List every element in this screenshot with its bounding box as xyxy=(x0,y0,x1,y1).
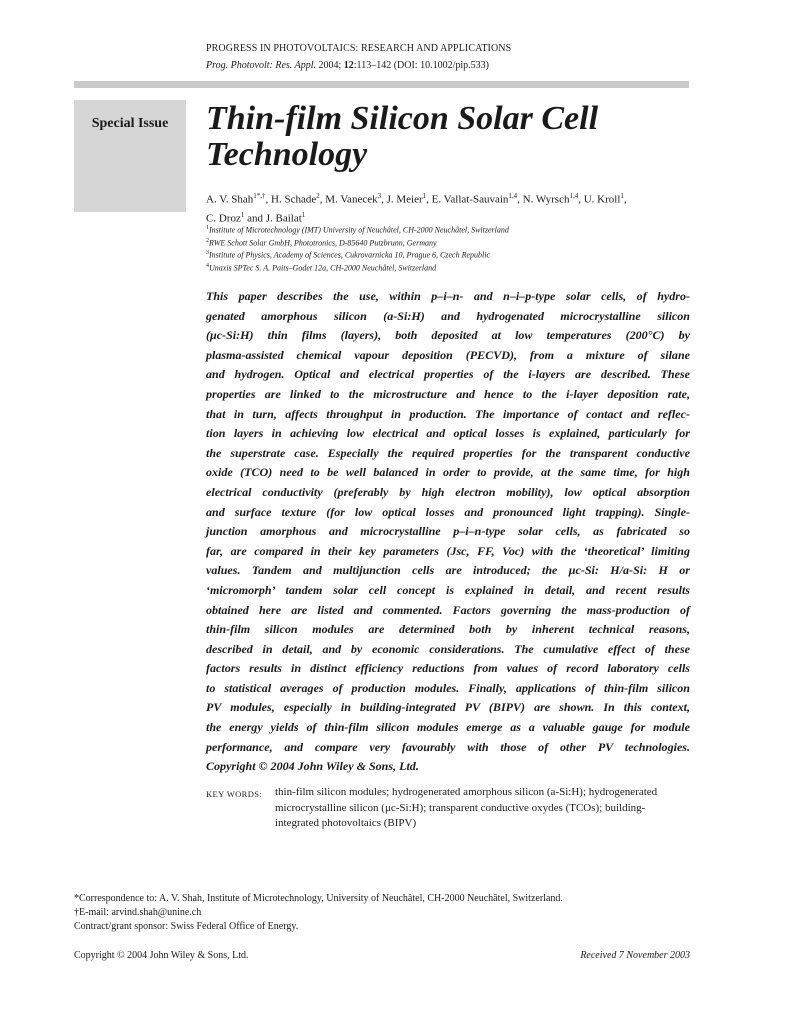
abstract-line: and hydrogen. Optical and electrical properties of the i-layers are described. These xyxy=(206,367,690,382)
author-affiliation-mark: 1 xyxy=(620,192,624,200)
author-name: J. Meier xyxy=(386,193,423,206)
affiliation-item xyxy=(206,236,690,249)
footer-received: Received 7 November 2003 xyxy=(580,950,690,961)
author-affiliation-mark: 1 xyxy=(422,192,427,200)
keywords-label: KEY WORDS: xyxy=(206,789,263,799)
abstract-line: far, are compared in their key parameters (Jsc, FF, Voc) with the ‘theoretical’ limiting xyxy=(206,543,690,558)
abstract-line: that in turn, affects throughput in production. The importance of contact and reflec- xyxy=(206,406,690,421)
affiliation-text: Institute of Physics, Academy of Sciences, Cukrovarnicka 10, Prague 6, Czech Republic xyxy=(209,250,491,260)
footer-copyright: Copyright © 2004 John Wiley & Sons, Ltd. xyxy=(74,950,249,961)
abstract-line: junction amorphous and microcrystalline p–i–n-type solar cells, as fabricated so xyxy=(206,524,690,539)
abstract-line: oxide (TCO) need to be well balanced in order to provide, at the same time, for high xyxy=(206,465,690,480)
abstract-line: PV modules, especially in building-integrated PV (BIPV) are shown. In this context, xyxy=(206,700,690,715)
citation-journal: Prog. Photovolt: Res. Appl. xyxy=(206,60,316,71)
author-affiliation-mark: 1 xyxy=(301,211,306,220)
abstract-line: the energy yields of thin-film silicon modules emerge as a valuable gauge for module xyxy=(206,720,690,735)
abstract-line: and surface texture (for low optical losses and pronounced light trapping). Single- xyxy=(206,504,690,519)
special-issue-label: Special Issue xyxy=(91,116,169,131)
author-affiliation-mark: 1*,† xyxy=(253,192,266,200)
correspondence-note: *Correspondence to: A. V. Shah, Institute of Microtechnology, University of Neuchâtel, CH-2000 Neuchâtel, Switzerland. xyxy=(74,893,563,904)
abstract-line: genated amorphous silicon (a-Si:H) and hydrogenated microcrystalline silicon xyxy=(206,308,690,323)
affiliation-number: 4 xyxy=(206,262,209,269)
author-name: M. Vanecek xyxy=(325,193,378,206)
abstract-line: values. Tandem and multijunction cells are introduced; the μc-Si: H/a-Si: H or xyxy=(206,563,690,578)
author-separator: , xyxy=(623,193,627,206)
sponsor-note: Contract/grant sponsor: Swiss Federal Office of Energy. xyxy=(74,921,299,932)
author-name: U. Kroll xyxy=(583,193,621,206)
author-separator: and xyxy=(244,212,266,225)
author-affiliation-mark: 2 xyxy=(316,192,320,200)
abstract-line: Copyright © 2004 John Wiley & Sons, Ltd. xyxy=(206,759,419,774)
paper-title xyxy=(206,101,676,173)
abstract-line: electrical conductivity (preferably by high electron mobility), low optical absorption xyxy=(206,484,690,499)
author-name: C. Droz xyxy=(206,212,241,225)
author-separator: , xyxy=(426,193,432,206)
affiliation-text: Unaxis SPTec S. A. Paits–Godet 12a, CH-2000 Neuchâtel, Switzerland xyxy=(209,263,437,273)
author-separator: , xyxy=(381,193,387,206)
abstract-line: described in detail, and by economic considerations. The cumulative effect of these xyxy=(206,641,690,656)
author-affiliation-mark: 3 xyxy=(377,192,382,200)
abstract-line: properties are linked to the microstructure and hence to the i-layer deposition rate, xyxy=(206,386,690,401)
author-list xyxy=(206,189,690,227)
affiliation-list xyxy=(206,223,690,274)
abstract-line: This paper describes the use, within p–i–n- and n–i–p-type solar cells, of hydro- xyxy=(206,289,690,303)
author-name: J. Bailat xyxy=(265,212,302,225)
abstract-line: the superstrate case. Especially the required properties for the transparent conductive xyxy=(206,445,690,460)
abstract-line: thin-film silicon modules are determined both by inherent technical reasons, xyxy=(206,622,690,637)
special-issue-box xyxy=(74,100,186,212)
header-rule xyxy=(74,81,689,88)
title-line-2: Technology xyxy=(206,136,368,173)
abstract-line: performance, and compare very favourably with those of other PV technologies. xyxy=(206,739,690,754)
author-name: N. Wyrsch xyxy=(522,193,570,206)
affiliation-number: 2 xyxy=(206,237,209,244)
author-affiliation-mark: 1,4 xyxy=(508,192,518,200)
citation-volume: 12 xyxy=(343,60,354,71)
abstract-line: tion layers in achieving low electrical and optical losses is explained, particularly for xyxy=(206,426,690,441)
abstract-line: obtained here are listed and commented. Factors governing the mass-production of xyxy=(206,602,690,617)
citation-pages: :113–142 (DOI: 10.1002/pip.533) xyxy=(353,60,489,71)
author-name: E. Vallat-Sauvain xyxy=(431,193,509,206)
keywords-text: thin-film silicon modules; hydrogenerated amorphous silicon (a-Si:H); hydrogenerated microcrystalline silicon (μc-Si:H); transparent conductive oxydes (TCOs); building-integrated photovoltaics (BIPV) xyxy=(275,786,658,829)
abstract-line: plasma-assisted chemical vapour deposition (PECVD), from a mixture of silane xyxy=(206,347,690,362)
abstract-line: to statistical averages of production modules. Finally, applications of thin-film silicon xyxy=(206,680,690,695)
affiliation-item xyxy=(206,223,690,236)
author-affiliation-mark: 1 xyxy=(240,211,245,220)
author-affiliation-mark: 1,4 xyxy=(569,192,579,200)
affiliation-item xyxy=(206,248,690,261)
journal-name: PROGRESS IN PHOTOVOLTAICS: RESEARCH AND APPLICATIONS xyxy=(206,43,512,54)
affiliation-item xyxy=(206,261,690,274)
title-line-1: Thin-film Silicon Solar Cell xyxy=(206,100,599,137)
author-separator: , xyxy=(517,193,523,206)
citation-year: 2004; xyxy=(318,60,342,71)
abstract xyxy=(206,287,690,777)
affiliation-number: 3 xyxy=(206,250,209,257)
author-separator: , xyxy=(578,193,584,206)
author-separator: , xyxy=(319,193,326,206)
author-name: A. V. Shah xyxy=(206,193,254,206)
affiliation-number: 1 xyxy=(206,225,209,231)
affiliation-text: Institute of Microtechnology (IMT) University of Neuchâtel, CH-2000 Neuchâtel, Switzerland xyxy=(209,225,509,235)
affiliation-text: RWE Schott Solar GmbH, Phototronics, D-85640 Putzbrunn, Germany xyxy=(209,238,437,248)
abstract-line: factors results in distinct efficiency reductions from values of record laboratory cells xyxy=(206,661,690,676)
email-note: †E-mail: arvind.shah@unine.ch xyxy=(74,907,202,918)
abstract-line: (μc-Si:H) thin films (layers), both deposited at low temperatures (200°C) by xyxy=(206,328,690,343)
author-separator: , xyxy=(265,193,272,206)
citation-line xyxy=(206,60,489,71)
author-name: H. Schade xyxy=(271,193,317,206)
footnotes xyxy=(74,892,689,934)
abstract-line: ‘micromorph’ tandem solar cell concept is explained in detail, and recent results xyxy=(206,582,690,597)
